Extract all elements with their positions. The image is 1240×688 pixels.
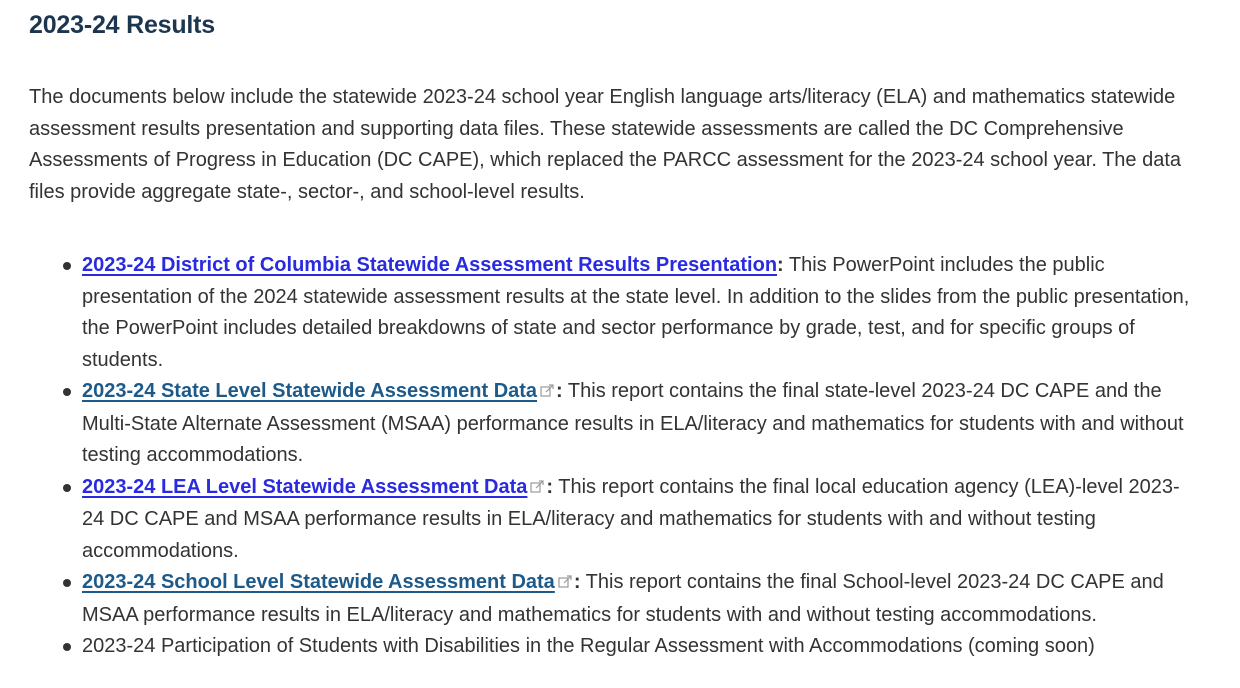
- external-link-icon[interactable]: [530, 473, 545, 505]
- external-link-icon[interactable]: [540, 377, 555, 409]
- colon-separator: :: [777, 254, 784, 276]
- intro-paragraph: The documents below include the statewide 2023-24 school year English language arts/literacy (ELA) and mathematics statewide assessment results presentation and supporting data files. These statewide assessments are called the DC Comprehensive Assessments of Progress in Education (DC CAPE), which replaced the PARCC assessment for the 2023-24 school year. The data files provide aggregate state-, sector-, and school-level results.: [29, 86, 1182, 203]
- list-item-school-data: [82, 567, 1200, 631]
- state-level-data-link[interactable]: 2023-24 State Level Statewide Assessment Data: [82, 380, 538, 402]
- colon-separator: :: [546, 475, 554, 498]
- list-item-description: This PowerPoint includes the public presentation of the 2024 statewide assessment results at the state level. In addition to the slides from the public presentation, the PowerPoint includes detailed breakdowns of state and sector performance by grade, test, and for specific groups of students.: [82, 254, 1190, 371]
- list-item-description: This report contains the final state-level 2023-24 DC CAPE and the Multi-State Alternate Assessment (MSAA) performance results in ELA/literacy and mathematics for students with and without testing accommodations.: [82, 380, 1184, 466]
- colon-separator: :: [556, 380, 563, 402]
- page-title: 2023-24 Results: [29, 11, 216, 39]
- external-link-icon[interactable]: [558, 568, 573, 600]
- colon-separator: :: [573, 571, 581, 593]
- list-item-text: 2023-24 Participation of Students with Disabilities in the Regular Assessment with Accommodations (coming soon): [82, 635, 1095, 657]
- list-item-state-data: [82, 376, 1200, 472]
- presentation-link[interactable]: 2023-24 District of Columbia Statewide Assessment Results Presentation: [82, 254, 778, 276]
- list-item-participation: [82, 631, 1200, 663]
- list-item-lea-data: [82, 472, 1200, 568]
- school-level-data-link[interactable]: 2023-24 School Level Statewide Assessment Data: [82, 571, 555, 593]
- list-item-description: This report contains the final School-level 2023-24 DC CAPE and MSAA performance results in ELA/literacy and mathematics for students with and without testing accommodations.: [82, 571, 1164, 626]
- documents-list: [29, 250, 1200, 663]
- list-item-description: This report contains the final local education agency (LEA)-level 2023-24 DC CAPE and MSAA performance results in ELA/literacy and mathematics for students with and without testing accommodations.: [82, 475, 1180, 562]
- lea-level-data-link[interactable]: 2023-24 LEA Level Statewide Assessment Data: [82, 475, 528, 498]
- list-item-presentation: [82, 250, 1200, 376]
